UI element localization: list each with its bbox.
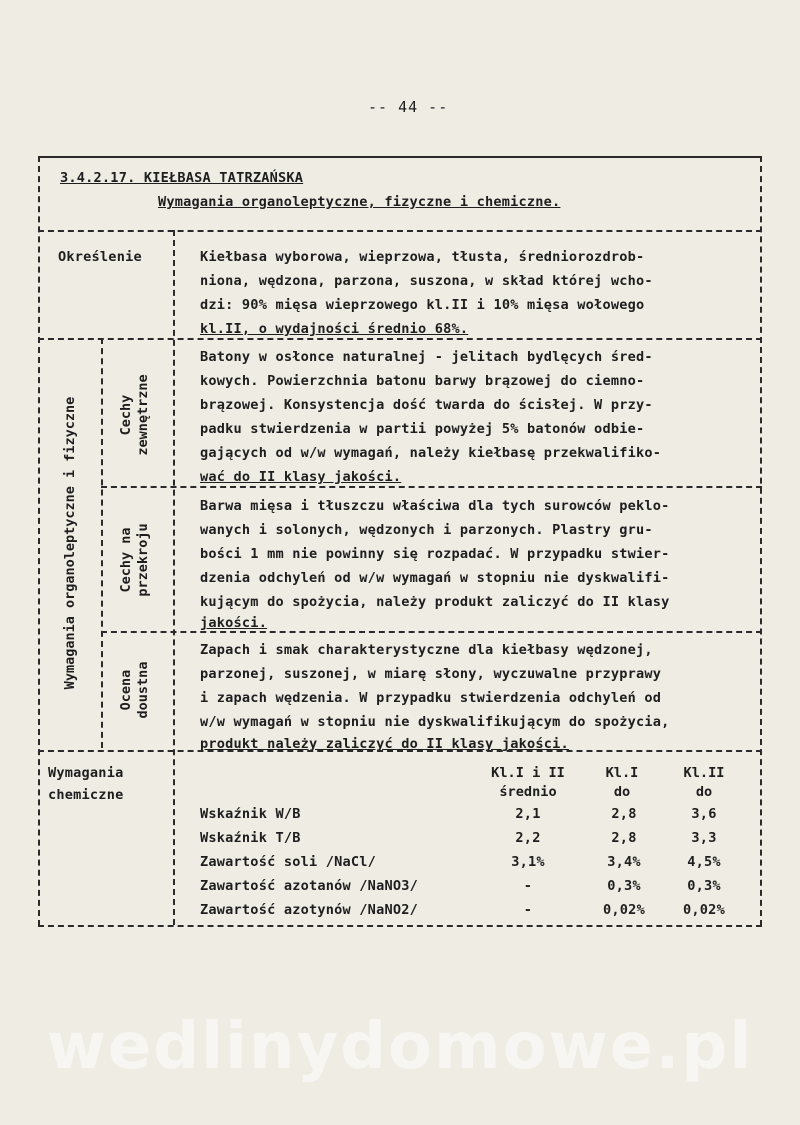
chemical-label-line1: Wymagania xyxy=(48,765,124,781)
chemical-label-line2: chemiczne xyxy=(48,787,124,803)
chemical-row-value-avg: 3,1% xyxy=(511,854,545,870)
chemical-row-value-kl1: 3,4% xyxy=(607,854,641,870)
chemical-row-value-avg: 2,1 xyxy=(515,806,541,822)
definition-line: niona, wędzona, parzona, suszona, w skład której wcho- xyxy=(200,273,653,289)
chemical-row-value-kl1: 0,02% xyxy=(603,902,645,918)
external-features-line: gających od w/w wymagań, należy kiełbasę przekwalifiko- xyxy=(200,445,662,461)
chemical-row-value-kl2: 0,3% xyxy=(687,878,721,894)
taste-label xyxy=(118,630,154,750)
external-features-label-line1: Cechy xyxy=(118,394,134,436)
definition-label: Określenie xyxy=(58,249,142,265)
chemical-row-value-kl2: 4,5% xyxy=(687,854,721,870)
external-features-label xyxy=(118,355,154,475)
chemical-row-value-kl2: 3,3 xyxy=(691,830,717,846)
chemical-row-value-kl1: 0,3% xyxy=(607,878,641,894)
chemical-header-col2-line1: Kl.I xyxy=(605,765,639,781)
cross-section-line: dzenia odchyleń od w/w wymagań w stopniu nie dyskwalifi- xyxy=(200,570,670,586)
external-features-line: Batony w osłonce naturalnej - jelitach bydlęcych śred- xyxy=(200,349,653,365)
watermark: wedlinydomowe.pl xyxy=(46,1010,754,1084)
chemical-header-col3-line2: do xyxy=(695,784,713,800)
chemical-row-name: Wskaźnik W/B xyxy=(200,806,301,822)
chemical-row-name: Wskaźnik T/B xyxy=(200,830,301,846)
cross-section-line: kującym do spożycia, należy produkt zaliczyć do II klasy xyxy=(200,594,670,610)
chemical-row-value-kl1: 2,8 xyxy=(611,830,637,846)
taste-line: Zapach i smak charakterystyczne dla kiełbasy wędzonej, xyxy=(200,642,653,658)
cross-section-label-line2: przekroju xyxy=(135,523,151,597)
chemical-header-col1-line1: Kl.I i II xyxy=(491,765,565,781)
label-column-divider xyxy=(173,230,175,925)
table-left-border xyxy=(38,156,40,926)
definition-divider xyxy=(38,338,762,340)
definition-line: dzi: 90% mięsa wieprzowego kl.II i 10% mięsa wołowego xyxy=(200,297,645,313)
chemical-row-name: Zawartość soli /NaCl/ xyxy=(200,854,377,870)
taste-line: produkt należy zaliczyć do II klasy jakości. xyxy=(200,736,569,752)
cross-section-label-line1: Cechy na xyxy=(118,527,134,593)
cross-section-line: bości 1 mm nie powinny się rozpadać. W przypadku stwier- xyxy=(200,546,670,562)
taste-label-line2: doustna xyxy=(135,661,151,719)
chemical-row-value-avg: - xyxy=(523,878,533,894)
chemical-label xyxy=(48,762,123,806)
page-number: -- 44 -- xyxy=(368,98,449,116)
chemical-row-value-avg: 2,2 xyxy=(515,830,541,846)
table-top-border xyxy=(38,156,762,158)
table-bottom-border xyxy=(38,925,762,927)
taste-label-line1: Ocena xyxy=(118,669,134,711)
organoleptic-divider xyxy=(38,750,762,752)
chemical-header-col3-line1: Kl.II xyxy=(683,765,725,781)
organoleptic-group-label: Wymagania organoleptyczne i fizyczne xyxy=(62,396,78,690)
definition-line: kl.II, o wydajności średnio 68%. xyxy=(200,321,469,337)
chemical-header-col2 xyxy=(582,764,662,802)
section-subtitle: Wymagania organoleptyczne, fizyczne i chemiczne. xyxy=(158,194,561,210)
taste-line: w/w wymagań w stopniu nie dyskwalifikującym do spożycia, xyxy=(200,714,670,730)
external-features-line: wać do II klasy jakości. xyxy=(200,469,402,485)
cross-section-line: Barwa mięsa i tłuszczu właściwa dla tych surowców peklo- xyxy=(200,498,670,514)
definition-line: Kiełbasa wyborowa, wieprzowa, tłusta, średniorozdrob- xyxy=(200,249,645,265)
table-right-border xyxy=(760,156,762,926)
cross-section-line: jakości. xyxy=(200,615,268,631)
chemical-header-col3 xyxy=(664,764,744,802)
chemical-row-value-avg: - xyxy=(523,902,533,918)
external-features-label-line2: zewnętrzne xyxy=(135,374,151,456)
external-features-line: padku stwierdzenia w partii powyżej 5% batonów odbie- xyxy=(200,421,645,437)
cross-section-label xyxy=(118,500,154,620)
chemical-row-value-kl2: 3,6 xyxy=(691,806,717,822)
external-features-line: brązowej. Konsystencja dość twarda do ścisłej. W przy- xyxy=(200,397,653,413)
chemical-header-col1 xyxy=(468,764,588,802)
chemical-header-col1-line2: średnio xyxy=(499,784,557,800)
cross-section-line: wanych i solonych, wędzonych i parzonych. Plastry gru- xyxy=(200,522,653,538)
chemical-header-col2-line2: do xyxy=(613,784,631,800)
taste-line: parzonej, suszonej, w miarę słony, wyczuwalne przyprawy xyxy=(200,666,662,682)
external-features-line: kowych. Powierzchnia batonu barwy brązowej do ciemno- xyxy=(200,373,645,389)
chemical-row-value-kl2: 0,02% xyxy=(683,902,725,918)
cross-section-divider xyxy=(101,631,762,633)
chemical-row-name: Zawartość azotanów /NaNO3/ xyxy=(200,878,418,894)
header-divider xyxy=(38,230,762,232)
taste-line: i zapach wędzenia. W przypadku stwierdzenia odchyleń od xyxy=(200,690,662,706)
chemical-row-value-kl1: 2,8 xyxy=(611,806,637,822)
chemical-row-name: Zawartość azotynów /NaNO2/ xyxy=(200,902,418,918)
external-features-divider xyxy=(101,486,762,488)
group-column-divider xyxy=(101,338,103,748)
section-title: 3.4.2.17. KIEŁBASA TATRZAŃSKA xyxy=(60,170,304,186)
